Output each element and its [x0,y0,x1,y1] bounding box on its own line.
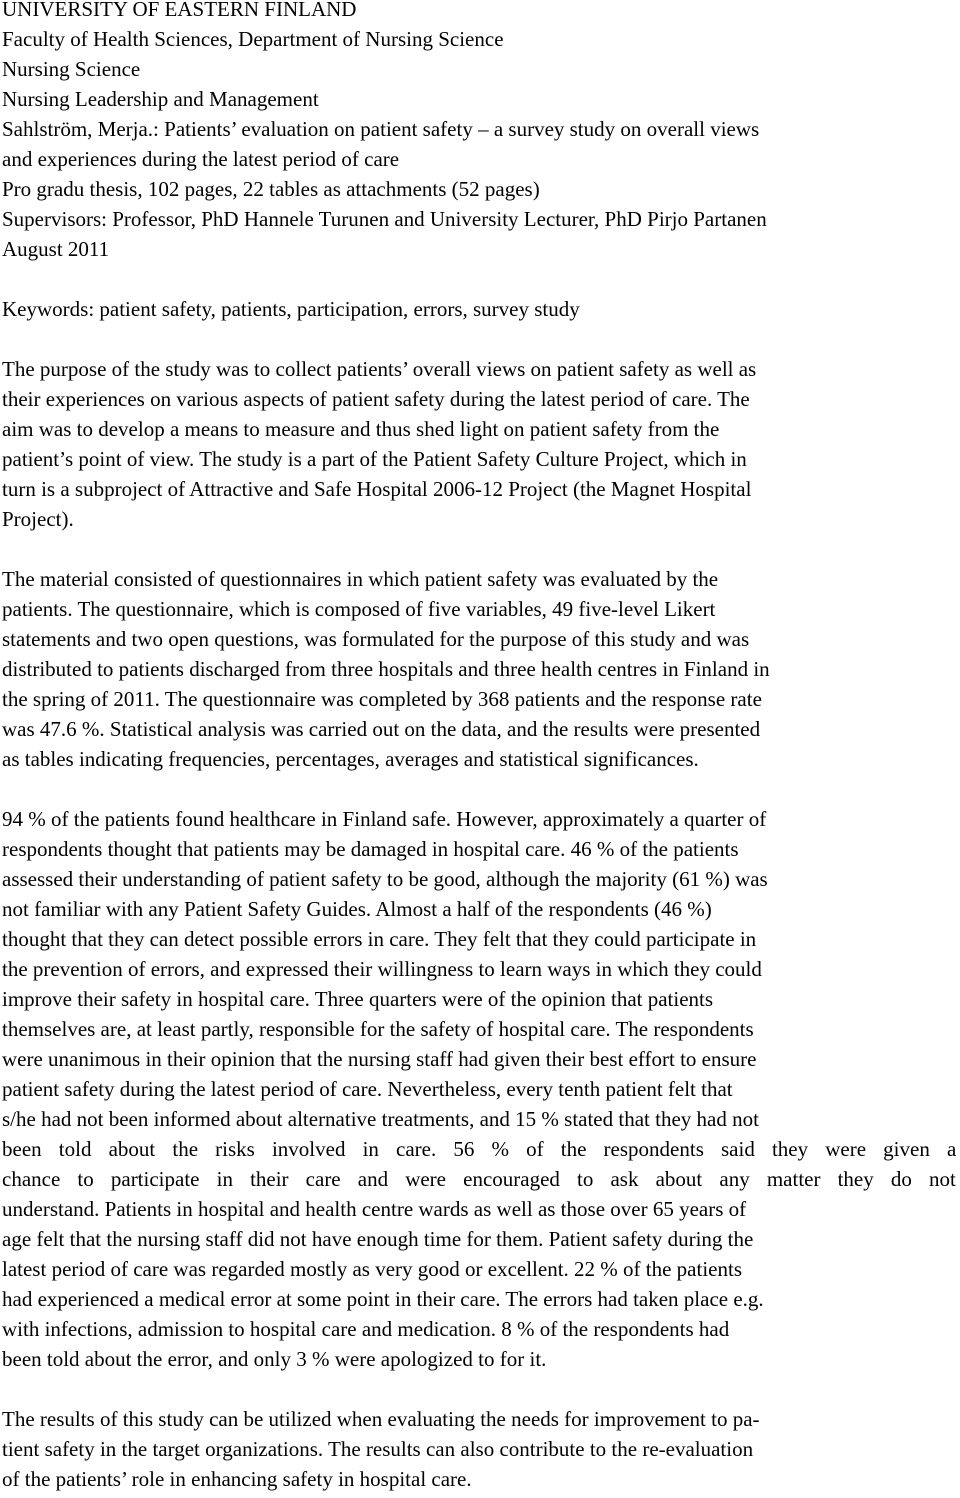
paragraph-results [2,804,956,1374]
paragraph-conclusion [2,1404,956,1494]
paragraph-line: understand. Patients in hospital and health centre wards as well as those over 65 years of [2,1197,747,1221]
paragraph-line: themselves are, at least partly, responsible for the safety of hospital care. The respondents [2,1017,754,1041]
paragraph-line: The material consisted of questionnaires in which patient safety was evaluated by the [2,567,719,591]
paragraph-material [2,564,956,774]
paragraph-line: tient safety in the target organizations. The results can also contribute to the re-evaluation [2,1437,754,1461]
paragraph-line: turn is a subproject of Attractive and Safe Hospital 2006-12 Project (the Magnet Hospital [2,477,752,501]
paragraph-line: the spring of 2011. The questionnaire was completed by 368 patients and the response rate [2,687,762,711]
paragraph-line: The results of this study can be utilized when evaluating the needs for improvement to pa- [2,1407,760,1431]
paragraph-purpose [2,354,956,534]
paragraph-line: age felt that the nursing staff did not have enough time for them. Patient safety during the [2,1227,754,1251]
paragraph-line: improve their safety in hospital care. Three quarters were of the opinion that patients [2,987,714,1011]
thesis-title-line-1: Sahlström, Merja.: Patients’ evaluation on patient safety – a survey study on overall views [2,117,760,141]
paragraph-line: patient’s point of view. The study is a part of the Patient Safety Culture Project, which in [2,447,747,471]
paragraph-line: their experiences on various aspects of patient safety during the latest period of care. The [2,387,750,411]
paragraph-line: as tables indicating frequencies, percentages, averages and statistical significances. [2,747,699,771]
university-name: UNIVERSITY OF EASTERN FINLAND [2,0,357,21]
paragraph-line: patient safety during the latest period of care. Nevertheless, every tenth patient felt that [2,1077,733,1101]
paragraph-line: aim was to develop a means to measure and thus shed light on patient safety from the [2,417,720,441]
paragraph-line: respondents thought that patients may be damaged in hospital care. 46 % of the patients [2,837,739,861]
abstract-header [2,0,956,264]
paragraph-line: was 47.6 %. Statistical analysis was carried out on the data, and the results were presented [2,717,761,741]
paragraph-line: of the patients’ role in enhancing safety in hospital care. [2,1467,472,1491]
faculty-name: Faculty of Health Sciences, Department of Nursing Science [2,27,504,51]
paragraph-line: not familiar with any Patient Safety Guides. Almost a half of the respondents (46 %) [2,897,712,921]
paragraph-line: chance to participate in their care and were encouraged to ask about any matter they do not [2,1167,956,1191]
spacer [2,534,956,564]
spacer [2,1374,956,1404]
supervisors: Supervisors: Professor, PhD Hannele Turunen and University Lecturer, PhD Pirjo Partanen [2,207,767,231]
paragraph-line: distributed to patients discharged from three hospitals and three health centres in Finland in [2,657,770,681]
spacer [2,264,956,294]
spacer [2,324,956,354]
paragraph-line: had experienced a medical error at some point in their care. The errors had taken place e.g. [2,1287,764,1311]
paragraph-line: with infections, admission to hospital care and medication. 8 % of the respondents had [2,1317,730,1341]
paragraph-line: assessed their understanding of patient safety to be good, although the majority (61 %) was [2,867,768,891]
paragraph-line: the prevention of errors, and expressed their willingness to learn ways in which they could [2,957,762,981]
paragraph-line: statements and two open questions, was formulated for the purpose of this study and was [2,627,750,651]
paragraph-line: been told about the risks involved in care. 56 % of the respondents said they were given a [2,1137,956,1161]
paragraph-line: s/he had not been informed about alternative treatments, and 15 % stated that they had not [2,1107,759,1131]
keywords: Keywords: patient safety, patients, participation, errors, survey study [2,297,580,321]
paragraph-line: The purpose of the study was to collect patients’ overall views on patient safety as well as [2,357,757,381]
paragraph-line: were unanimous in their opinion that the nursing staff had given their best effort to ensure [2,1047,757,1071]
subject-name: Nursing Science [2,57,141,81]
thesis-date: August 2011 [2,237,110,261]
spacer [2,774,956,804]
thesis-info: Pro gradu thesis, 102 pages, 22 tables as attachments (52 pages) [2,177,540,201]
paragraph-line: latest period of care was regarded mostly as very good or excellent. 22 % of the patients [2,1257,742,1281]
paragraph-line: thought that they can detect possible errors in care. They felt that they could participate in [2,927,757,951]
thesis-title-line-2: and experiences during the latest period of care [2,147,400,171]
paragraph-line: 94 % of the patients found healthcare in Finland safe. However, approximately a quarter of [2,807,767,831]
paragraph-line: been told about the error, and only 3 % were apologized to for it. [2,1347,547,1371]
paragraph-line: Project). [2,507,74,531]
paragraph-line: patients. The questionnaire, which is composed of five variables, 49 five-level Likert [2,597,716,621]
specialization-name: Nursing Leadership and Management [2,87,319,111]
